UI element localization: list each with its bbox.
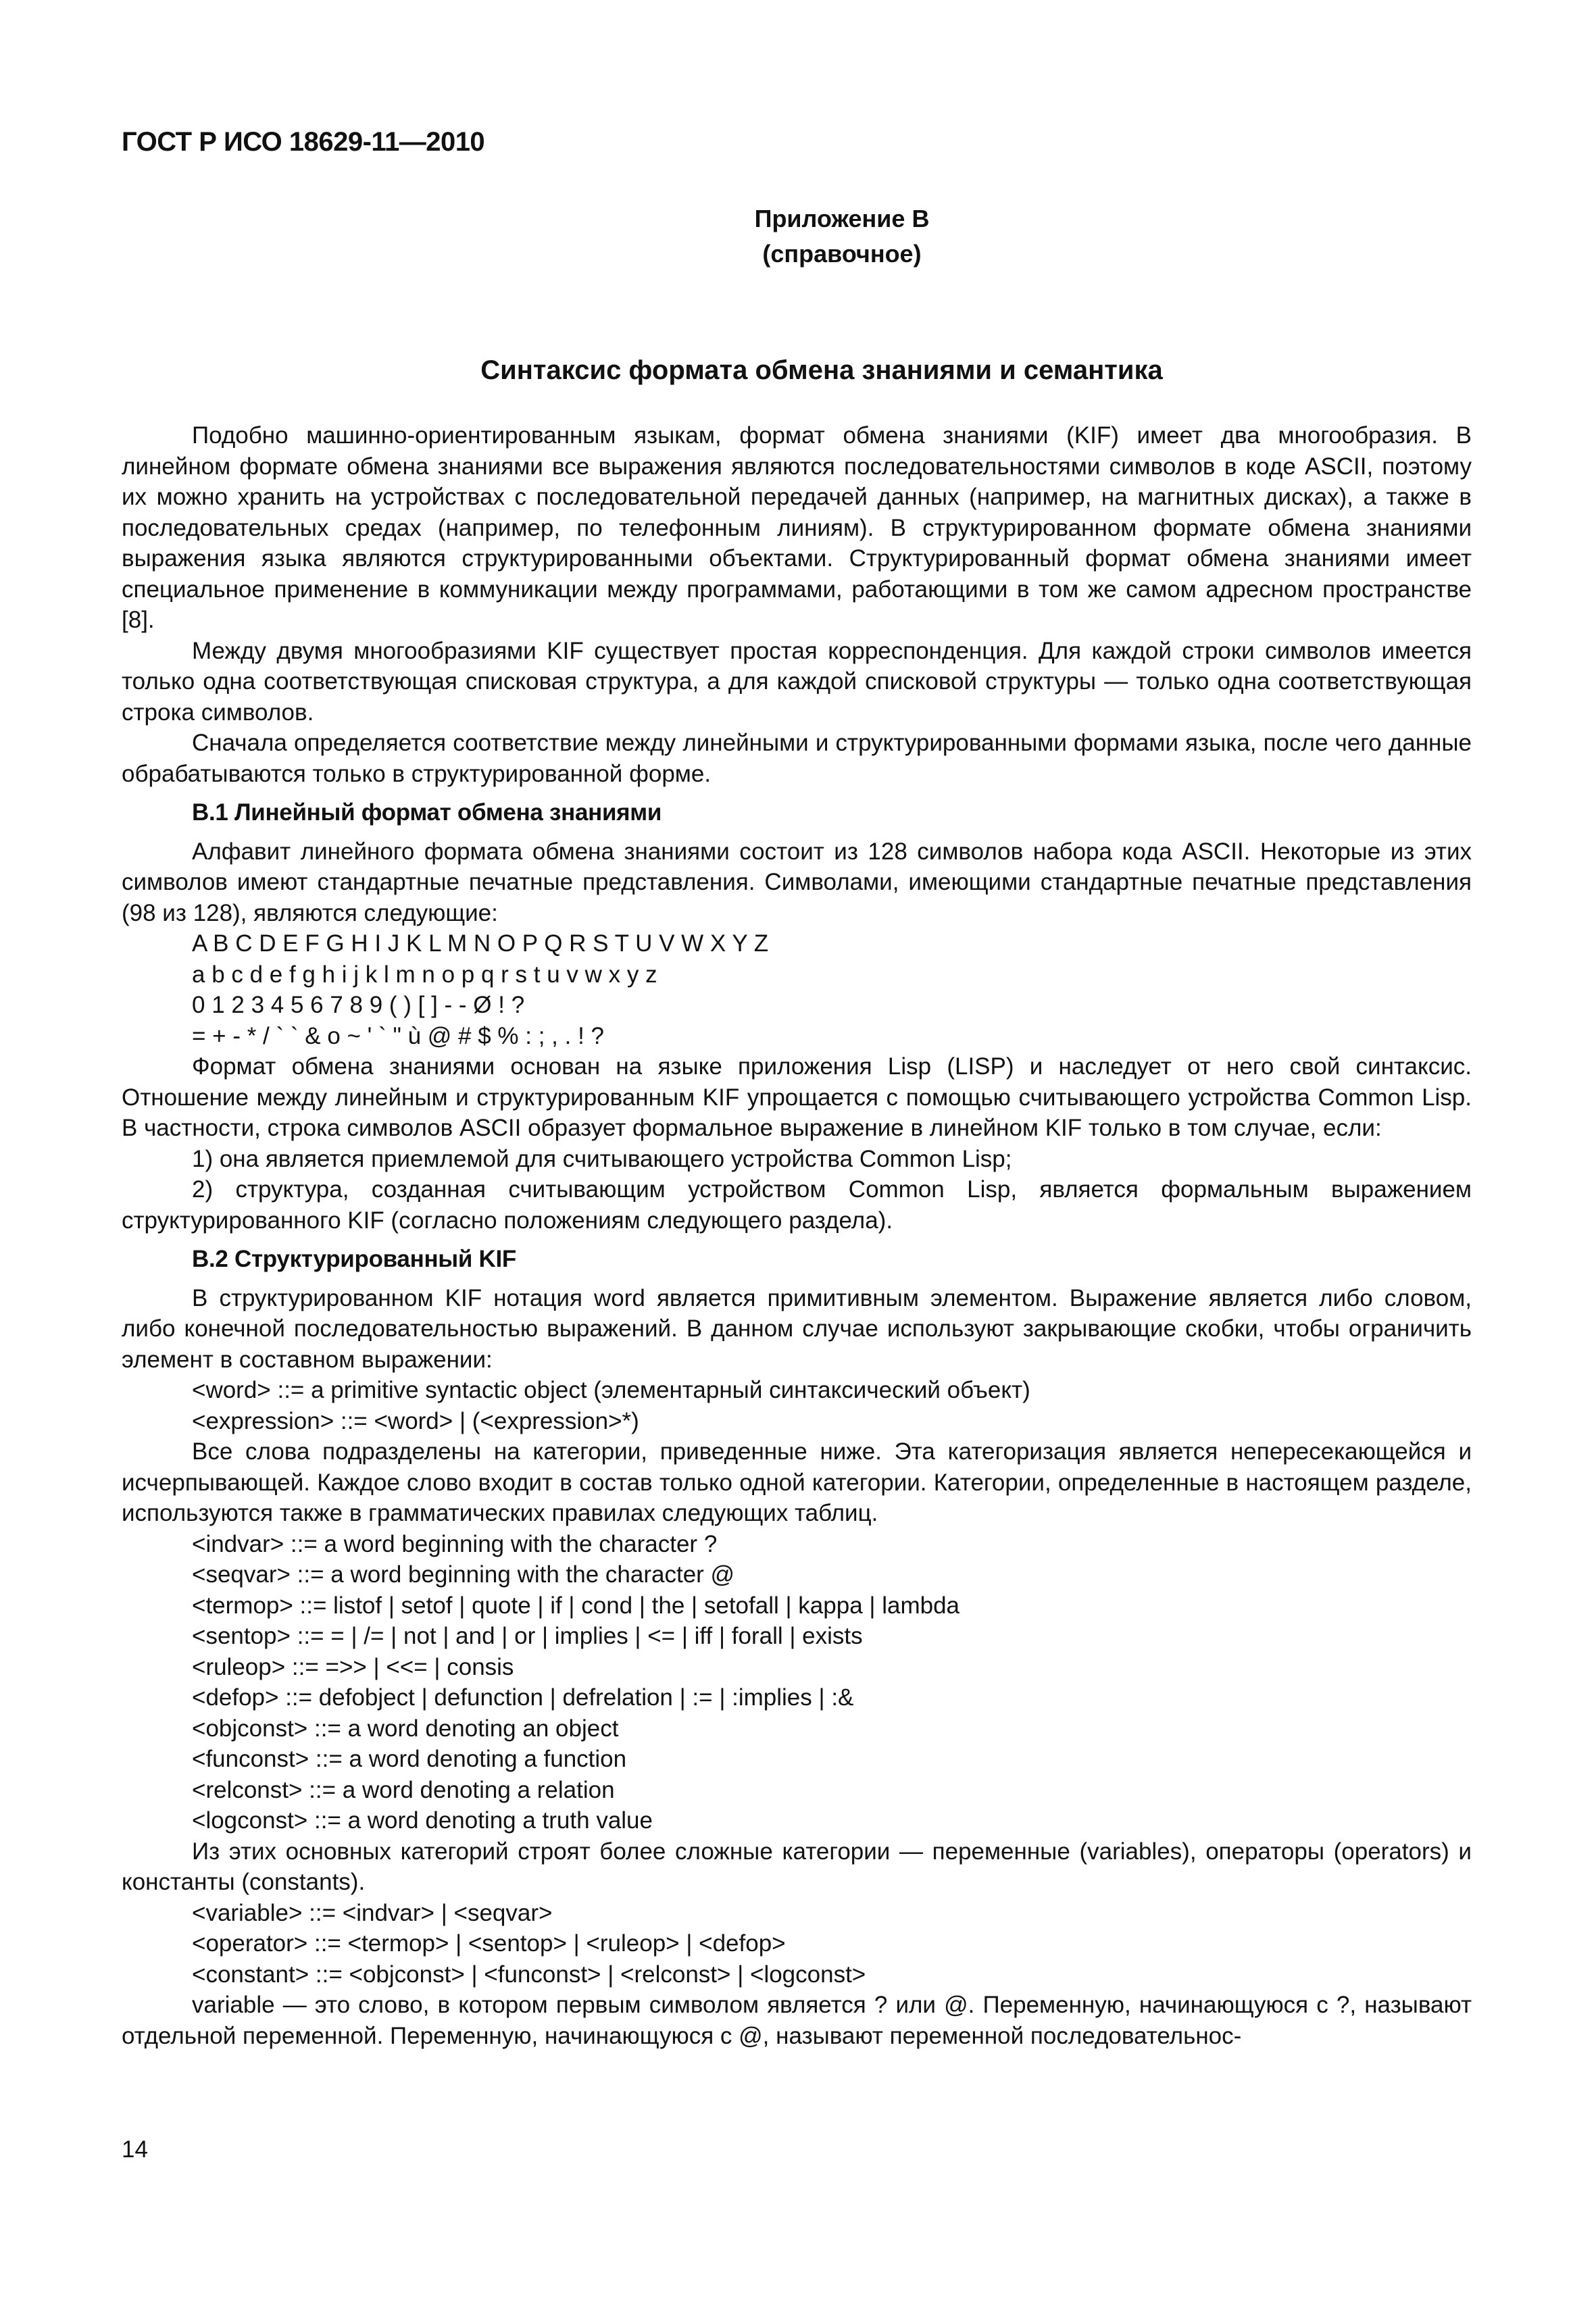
section-heading-b2: В.2 Структурированный KIF [192, 1246, 516, 1272]
grammar-rule: <variable> ::= <indvar> | <seqvar> [192, 1899, 553, 1926]
page-title: Синтаксис формата обмена знаниями и семантика [480, 355, 1163, 385]
intro-paragraph: Между двумя многообразиями KIF существует простая корреспонденция. Для каждой строки символов имеется только одна соответствующая списковая структура, а для каждой списковой структуры — только одна соответствующая строка символов. [122, 637, 1472, 726]
alphabet-line: a b c d e f g h i j k l m n o p q r s t u v w x y z [192, 961, 657, 988]
section-b1-paragraph: Формат обмена знаниями основан на языке приложения Lisp (LISP) и наследует от него свой синтаксис. Отношение между линейным и структурированным KIF упрощается с помощью считывающего устройства Common Lisp. В частности, строка символов ASCII образует формальное выражение в линейном KIF только в том случае, если: [122, 1053, 1472, 1141]
section-b2-paragraph: Все слова подразделены на категории, приведенные ниже. Эта категоризация является непересекающейся и исчерпывающей. Каждое слово входит в состав только одной категории. Категории, определенные в настоящем разделе, используются также в грамматических правилах следующих таблиц. [122, 1438, 1472, 1526]
section-b2-paragraph: variable — это слово, в котором первым символом является ? или @. Переменную, начинающуюся с ?, называют отдельной переменной. Переменную, начинающуюся с @, называют переменной последовательнос- [122, 1992, 1472, 2049]
section-heading-b1: В.1 Линейный формат обмена знаниями [192, 799, 662, 826]
annex-kind: (справочное) [762, 240, 922, 268]
alphabet-line: = + - * / ` ` & o ~ ' ` " ù @ # $ % : ; , . ! ? [192, 1022, 604, 1049]
grammar-rule: <indvar> ::= a word beginning with the character ? [192, 1530, 718, 1557]
grammar-rule: <logconst> ::= a word denoting a truth value [192, 1807, 653, 1834]
grammar-rule: <funconst> ::= a word denoting a function [192, 1746, 627, 1772]
grammar-rule: <relconst> ::= a word denoting a relation [192, 1776, 615, 1803]
grammar-rule: <operator> ::= <termop> | <sentop> | <ruleop> | <defop> [192, 1930, 786, 1957]
alphabet-line: A B C D E F G H I J K L M N O P Q R S T U V W X Y Z [192, 930, 769, 957]
list-item: 2) структура, созданная считывающим устройством Common Lisp, является формальным выражением структурированного KIF (согласно положениям следующего раздела). [122, 1176, 1472, 1234]
intro-paragraph: Подобно машинно-ориентированным языкам, формат обмена знаниями (KIF) имеет два многообразия. В линейном формате обмена знаниями все выражения являются последовательностями символов в коде ASCII, поэтому их можно хранить на устройствах с последовательной передачей данных (например, на магнитных дисках), а также в последовательных средах (например, по телефонным линиям). В структурированном формате обмена знаниями выражения языка являются структурированными объектами. Структурированный формат обмена знаниями имеет специальное применение в коммуникации между программами, работающими в том же самом адресном пространстве [8]. [122, 422, 1472, 633]
section-b1-intro: Алфавит линейного формата обмена знаниями состоит из 128 символов набора кода ASCII. Некоторые из этих символов имеют стандартные печатные представления. Символами, имеющими стандартные печатные представления (98 из 128), являются следующие: [122, 838, 1472, 926]
grammar-rule: <sentop> ::= = | /= | not | and | or | implies | <= | iff | forall | exists [192, 1623, 863, 1649]
grammar-rule: <defop> ::= defobject | defunction | defrelation | := | :implies | :& [192, 1684, 854, 1711]
alphabet-line: 0 1 2 3 4 5 6 7 8 9 ( ) [ ] - - Ø ! ? [192, 992, 525, 1018]
annex-heading [0, 201, 1596, 272]
grammar-rule: <termop> ::= listof | setof | quote | if | cond | the | setofall | kappa | lambda [192, 1592, 959, 1619]
grammar-rule: <expression> ::= <word> | (<expression>*) [192, 1407, 639, 1434]
document-header: ГОСТ Р ИСО 18629-11—2010 [122, 127, 485, 157]
list-item: 1) она является приемлемой для считывающего устройства Common Lisp; [192, 1145, 1012, 1172]
grammar-rule: <constant> ::= <objconst> | <funconst> | <relconst> | <logconst> [192, 1961, 866, 1988]
section-b2-paragraph: Из этих основных категорий строят более сложные категории — переменные (variables), операторы (operators) и константы (constants). [122, 1838, 1472, 1895]
grammar-rule: <word> ::= a primitive syntactic object (элементарный синтаксический объект) [192, 1377, 1030, 1403]
page-number: 14 [122, 2136, 148, 2163]
grammar-rule: <seqvar> ::= a word beginning with the character @ [192, 1561, 735, 1588]
grammar-rule: <ruleop> ::= =>> | <<= | consis [192, 1653, 514, 1680]
annex-label: Приложение В [754, 205, 930, 232]
grammar-rule: <objconst> ::= a word denoting an object [192, 1715, 619, 1742]
intro-paragraph: Сначала определяется соответствие между линейными и структурированными формами языка, после чего данные обрабатываются только в структурированной форме. [122, 730, 1472, 787]
section-b2-intro: В структурированном KIF нотация word является примитивным элементом. Выражение является либо словом, либо конечной последовательностью выражений. В данном случае используют закрывающие скобки, чтобы ограничить элемент в составном выражении: [122, 1284, 1472, 1373]
document-body [122, 420, 1472, 2051]
